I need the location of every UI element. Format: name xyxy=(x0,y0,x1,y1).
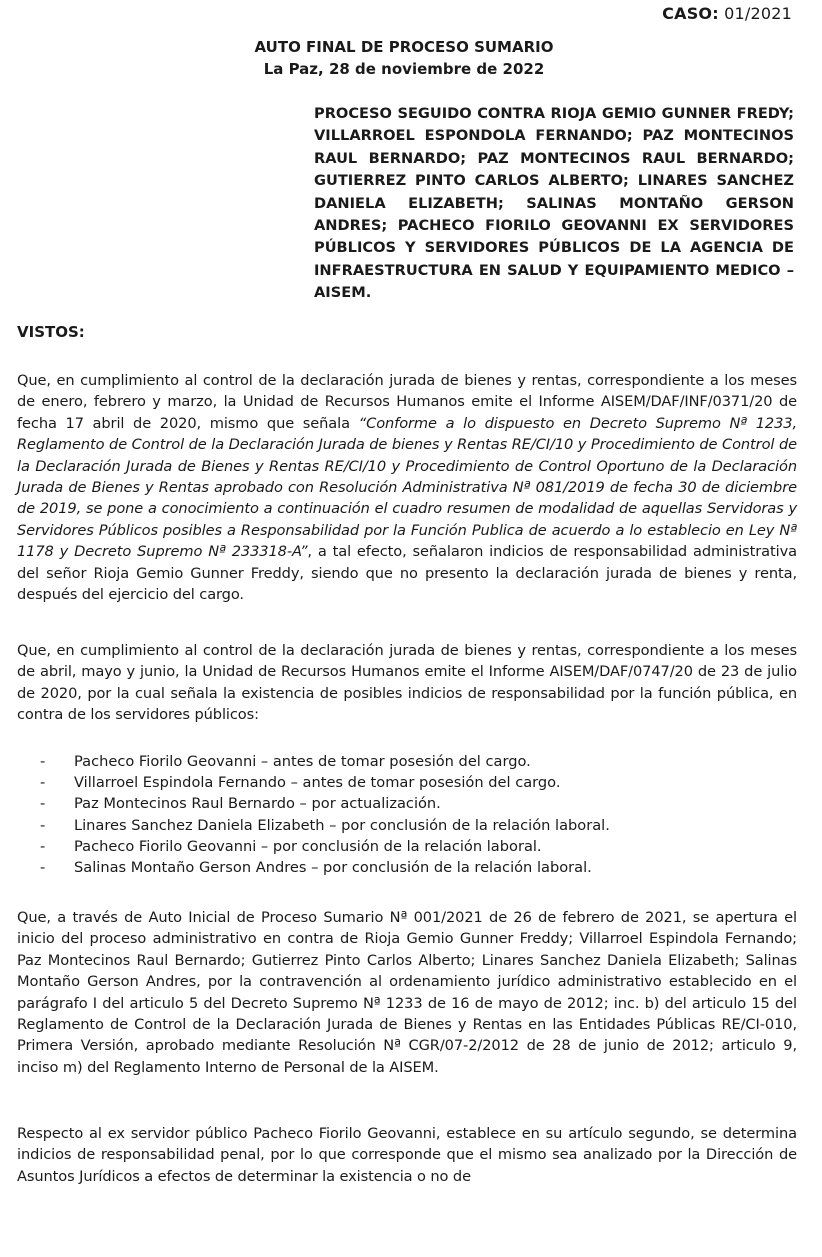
case-number xyxy=(662,4,792,23)
list-item: - Pacheco Fiorilo Geovanni – antes de tomar posesión del cargo. xyxy=(40,751,800,772)
section-title-vistos: VISTOS: xyxy=(17,323,85,341)
paragraph-1-intro: Que, en cumplimiento al control de la declaración jurada de bienes y rentas, correspondiente a los meses de enero, febrero y marzo, la Unidad de Recursos Humanos emite el Informe AISEM/DAF/INF/0371/20 de fecha 17 abril de 2020, mismo que señala xyxy=(17,372,797,432)
document-title: AUTO FINAL DE PROCESO SUMARIO xyxy=(254,38,554,56)
list-item: - Linares Sanchez Daniela Elizabeth – por conclusión de la relación laboral. xyxy=(40,815,800,836)
list-item: - Villarroel Espindola Fernando – antes de tomar posesión del cargo. xyxy=(40,772,800,793)
case-label: CASO: xyxy=(662,4,719,23)
paragraph-1 xyxy=(17,370,797,605)
paragraph-2: Que, en cumplimiento al control de la declaración jurada de bienes y rentas, correspondiente a los meses de abril, mayo y junio, la Unidad de Recursos Humanos emite el Informe AISEM/DAF/0747/20 de 23 de julio de 2020, por la cual señala la existencia de posibles indicios de responsabilidad por la función pública, en contra de los servidores públicos: xyxy=(17,642,797,724)
case-value: 01/2021 xyxy=(724,4,792,23)
list-item: - Paz Montecinos Raul Bernardo – por actualización. xyxy=(40,793,800,814)
place-date: La Paz, 28 de noviembre de 2022 xyxy=(263,60,545,78)
paragraph-1-outro: , a tal efecto, señalaron indicios de responsabilidad administrativa del señor Rioja Gemio Gunner Freddy, siendo que no presento la declaración jurada de bienes y renta, después del ejercicio del cargo. xyxy=(17,543,797,604)
servers-list xyxy=(40,751,800,878)
list-item: - Salinas Montaño Gerson Andres – por conclusión de la relación laboral. xyxy=(40,857,800,878)
paragraph-3: Que, a través de Auto Inicial de Proceso Sumario Nª 001/2021 de 26 de febrero de 2021, se apertura el inicio del proceso administrativo en contra de Rioja Gemio Gunner Freddy; Villarroel Espindola Fernando; Paz Montecinos Raul Bernardo; Gutierrez Pinto Carlos Alberto; Linares Sanchez Daniela Elizabeth; Salinas Montaño Gerson Andres, por la contravención al ordenamiento jurídico administrativo establecido en el parágrafo I del articulo 5 del Decreto Supremo Nª 1233 de 16 de mayo de 2012; inc. b) del articulo 15 del Reglamento de Control de la Declaración Jurada de Bienes y Rentas en las Entidades Públicas RE/CI-010, Primera Versión, aprobado mediante Resolución Nª CGR/07-2/2012 de 28 de junio de 2012; articulo 9, inciso m) del Reglamento Interno de Personal de la AISEM. xyxy=(17,909,797,1076)
paragraph-1-quote: “Conforme a lo dispuesto en Decreto Supremo Nª 1233, Reglamento de Control de la Declaración Jurada de bienes y Rentas RE/CI/10 y Procedimiento de Control de la Declaración Jurada de Bienes y Rentas RE/CI/10 y Procedimiento de Control Oportuno de la Declaración Jurada de Bienes y Rentas aprobado con Resolución Administrativa Nª 081/2019 de fecha 30 de diciembre de 2019, se pone a conocimiento a continuación el cuadro resumen de modalidad de aquellas Servidoras y Servidores Públicos posibles a Responsabilidad por la Función Publica de acuerdo a lo establecio en Ley Nª 1178 y Decreto Supremo Nª 233318-A” xyxy=(17,414,797,561)
document-title-block xyxy=(0,36,808,80)
list-item: - Pacheco Fiorilo Geovanni – por conclusión de la relación laboral. xyxy=(40,836,800,857)
paragraph-4: Respecto al ex servidor público Pacheco Fiorilo Geovanni, establece en su artículo segundo, se determina indicios de responsabilidad penal, por lo que corresponde que el mismo sea analizado por la Dirección de Asuntos Jurídicos a efectos de determinar la existencia o no de xyxy=(17,1125,797,1185)
process-heading: PROCESO SEGUIDO CONTRA RIOJA GEMIO GUNNER FREDY; VILLARROEL ESPONDOLA FERNANDO; PAZ MONTECINOS RAUL BERNARDO; PAZ MONTECINOS RAUL BERNARDO; GUTIERREZ PINTO CARLOS ALBERTO; LINARES SANCHEZ DANIELA ELIZABETH; SALINAS MONTAÑO GERSON ANDRES; PACHECO FIORILO GEOVANNI EX SERVIDORES PÚBLICOS Y SERVIDORES PÚBLICOS DE LA AGENCIA DE INFRAESTRUCTURA EN SALUD Y EQUIPAMIENTO MEDICO – AISEM. xyxy=(314,105,794,302)
